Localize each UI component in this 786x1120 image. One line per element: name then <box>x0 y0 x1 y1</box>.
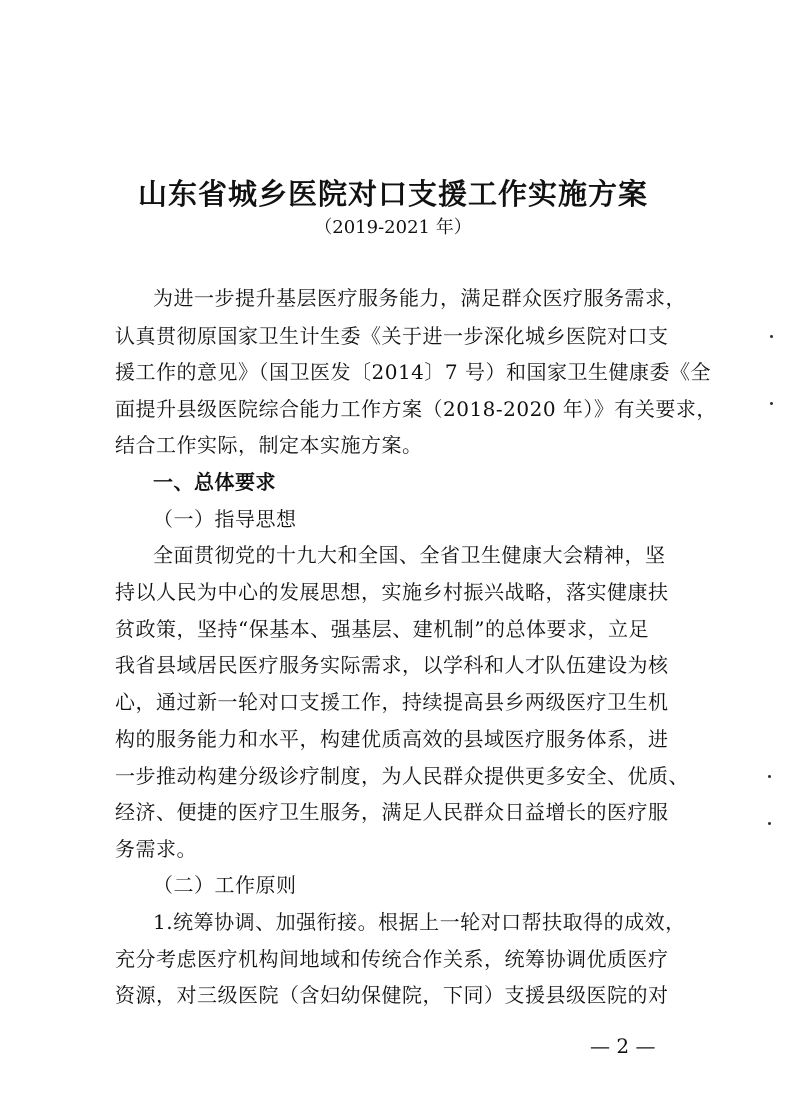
subsection-heading: （一）指导思想 <box>153 507 297 531</box>
para-line: 我省县域居民医疗服务实际需求，以学科和人才队伍建设为核 <box>115 653 669 677</box>
para-line: 资源，对三级医院（含妇幼保健院，下同）支援县级医院的对 <box>115 983 669 1007</box>
para-line: 心，通过新一轮对口支援工作，持续提高县乡两级医疗卫生机 <box>115 690 669 714</box>
scan-speck <box>770 402 773 405</box>
document-title: 山东省城乡医院对口支援工作实施方案 <box>137 177 648 211</box>
scan-speck <box>768 822 771 825</box>
para-line: 面提升县级医院综合能力工作方案（2018-2020 年）》有关要求， <box>115 397 717 421</box>
para-line: 为进一步提升基层医疗服务能力，满足群众医疗服务需求， <box>153 286 686 310</box>
para-line: 务需求。 <box>115 837 197 861</box>
para-line: 持以人民为中心的发展思想，实施乡村振兴战略，落实健康扶 <box>115 580 669 604</box>
subsection-heading: （二）工作原则 <box>153 873 297 897</box>
para-line: 构的服务能力和水平，构建优质高效的县域医疗服务体系，进 <box>115 727 669 751</box>
para-line: 贫政策，坚持“保基本、强基层、建机制”的总体要求，立足 <box>115 617 649 641</box>
para-line: 援工作的意见》（国卫医发〔2014〕7 号）和国家卫生健康委《全 <box>115 360 711 384</box>
para-line: 认真贯彻原国家卫生计生委《关于进一步深化城乡医院对口支 <box>115 324 669 348</box>
page-number: — 2 — <box>590 1034 656 1058</box>
para-line: 结合工作实际，制定本实施方案。 <box>115 433 423 457</box>
scan-speck <box>770 335 773 338</box>
para-line: 一步推动构建分级诊疗制度，为人民群众提供更多安全、优质、 <box>115 764 689 788</box>
section-heading: 一、总体要求 <box>153 470 276 494</box>
document-subtitle: （2019-2021 年） <box>314 217 472 238</box>
para-line: 充分考虑医疗机构间地域和传统合作关系，统筹协调优质医疗 <box>115 947 669 971</box>
para-line: 1.统筹协调、加强衔接。根据上一轮对口帮扶取得的成效， <box>153 910 686 934</box>
para-line: 全面贯彻党的十九大和全国、全省卫生健康大会精神，坚 <box>153 543 666 567</box>
para-line: 经济、便捷的医疗卫生服务，满足人民群众日益增长的医疗服 <box>115 800 669 824</box>
scan-speck <box>768 775 771 778</box>
